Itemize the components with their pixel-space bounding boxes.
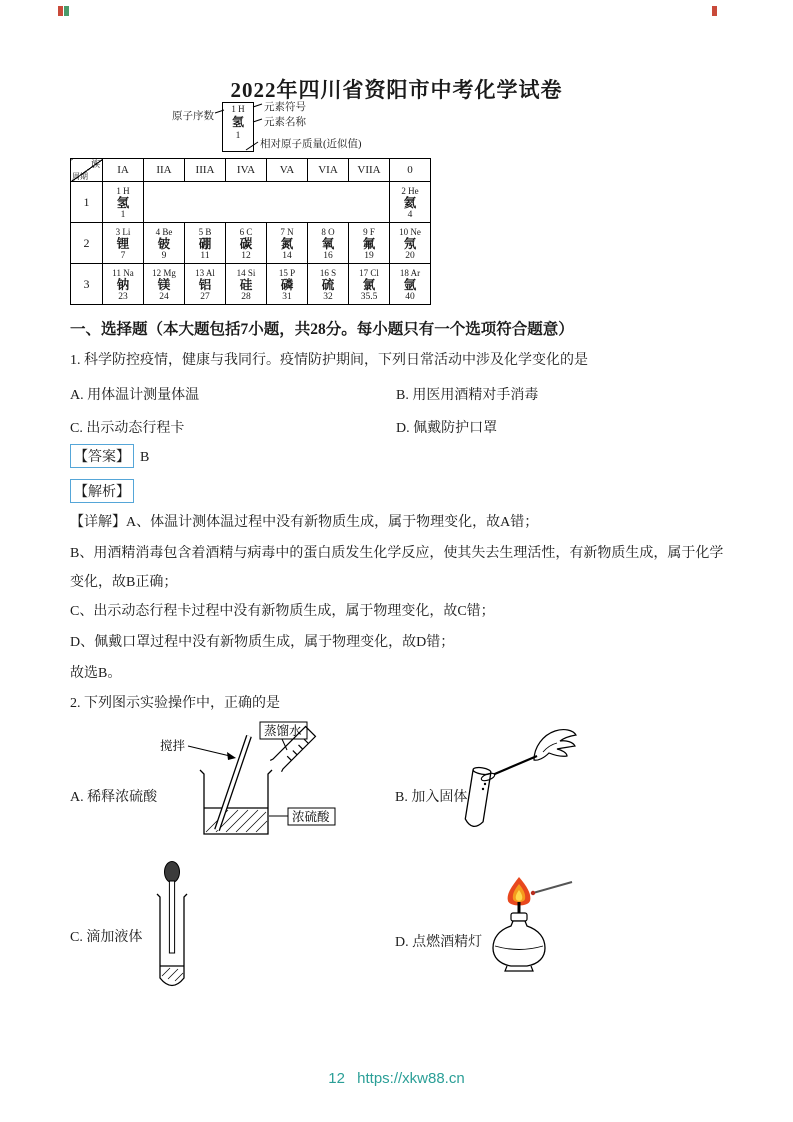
element-mass: 14 xyxy=(282,250,292,261)
legend-cell-mass: 1 xyxy=(235,131,241,141)
footer-url[interactable]: https://xkw88.cn xyxy=(357,1070,465,1087)
analysis-line xyxy=(70,479,134,503)
element-cell xyxy=(390,182,431,223)
periodic-row-3 xyxy=(71,264,431,305)
element-cell xyxy=(349,223,390,264)
legend-element-cell xyxy=(222,102,254,152)
group-header: VIIA xyxy=(349,159,390,182)
element-mass: 12 xyxy=(241,250,251,261)
detail-line-c: C、出示动态行程卡过程中没有新物质生成，属于物理变化，故C错； xyxy=(70,604,495,619)
lamp-body xyxy=(493,921,545,966)
dropper-bulb xyxy=(165,862,180,883)
q1-option-d: D. 佩戴防护口罩 xyxy=(396,421,498,436)
element-cell xyxy=(144,223,185,264)
label-distilled-water: 蒸馏水 xyxy=(264,724,302,738)
element-name: 铍 xyxy=(157,236,171,251)
element-cell xyxy=(267,264,308,305)
group-header: VA xyxy=(267,159,308,182)
element-number-symbol: 5 B xyxy=(198,226,212,237)
element-number-symbol: 18 Ar xyxy=(399,267,421,278)
element-name: 铝 xyxy=(198,277,212,292)
periodic-corner-cell xyxy=(71,159,103,182)
element-name: 碳 xyxy=(239,236,253,251)
detail-line-b: B、用酒精消毒包含着酒精与病毒中的蛋白质发生化学反应，使其失去生理活性，有新物质生成，属于化学变化，故B正确； xyxy=(70,546,724,590)
element-name: 氦 xyxy=(403,195,417,210)
q2-option-a: A. 稀释浓硫酸 xyxy=(70,790,158,805)
element-cell xyxy=(185,223,226,264)
element-number-symbol: 11 Na xyxy=(112,267,134,278)
element-legend xyxy=(172,102,482,156)
element-name: 氢 xyxy=(116,195,130,210)
element-name: 锂 xyxy=(116,236,130,251)
q2-option-d: D. 点燃酒精灯 xyxy=(395,935,483,950)
periodic-row-2 xyxy=(71,223,431,264)
element-name: 氟 xyxy=(362,236,376,251)
empty-cell xyxy=(144,182,390,223)
legend-cell-top: 1 H xyxy=(231,104,245,114)
legend-cell-name: 氢 xyxy=(231,115,244,129)
element-number-symbol: 7 N xyxy=(280,226,294,237)
diagram-light-lamp xyxy=(477,876,577,976)
watermark-icon xyxy=(712,6,717,18)
element-name: 氖 xyxy=(403,236,417,251)
group-header: IVA xyxy=(226,159,267,182)
label-conc-acid: 浓硫酸 xyxy=(292,810,330,824)
group-header: 0 xyxy=(390,159,431,182)
question-1-stem: 1. 科学防控疫情，健康与我同行。疫情防护期间，下列日常活动中涉及化学变化的是 xyxy=(70,353,588,368)
element-mass: 1 xyxy=(120,209,126,220)
page-title: 2022年四川省资阳市中考化学试卷 xyxy=(230,78,563,103)
watermark-icon xyxy=(58,6,69,18)
element-mass: 4 xyxy=(407,209,413,220)
element-name: 硫 xyxy=(321,277,335,292)
answer-line xyxy=(70,444,149,468)
element-cell xyxy=(185,264,226,305)
diagram-dilute-acid xyxy=(156,720,376,848)
element-number-symbol: 8 O xyxy=(321,226,335,237)
answer-tag: 【答案】 xyxy=(70,444,134,468)
element-cell xyxy=(308,264,349,305)
page-number: 12 xyxy=(328,1070,345,1087)
q1-option-b: B. 用医用酒精对手消毒 xyxy=(396,388,539,403)
element-mass: 27 xyxy=(200,291,210,302)
element-mass: 28 xyxy=(241,291,251,302)
element-name: 硼 xyxy=(198,236,212,251)
element-number-symbol: 4 Be xyxy=(155,226,173,237)
detail-conclusion: 故选B。 xyxy=(70,666,122,681)
legend-atomic-number-label: 原子序数 xyxy=(172,111,214,122)
element-cell xyxy=(267,223,308,264)
element-number-symbol: 3 Li xyxy=(115,226,131,237)
q1-option-c: C. 出示动态行程卡 xyxy=(70,421,185,436)
question-2-stem: 2. 下列图示实验操作中，正确的是 xyxy=(70,696,280,711)
dropper-stem xyxy=(169,881,174,953)
element-number-symbol: 12 Mg xyxy=(152,267,176,278)
element-number-symbol: 9 F xyxy=(363,226,375,237)
group-header: VIA xyxy=(308,159,349,182)
detail-line-d: D、佩戴口罩过程中没有新物质生成，属于物理变化，故D错； xyxy=(70,635,455,650)
element-mass: 40 xyxy=(405,291,415,302)
element-mass: 16 xyxy=(323,250,333,261)
period-number: 2 xyxy=(71,223,103,264)
analysis-tag: 【解析】 xyxy=(70,479,134,503)
legend-symbol-label: 元素符号 xyxy=(264,102,306,113)
element-name: 镁 xyxy=(157,277,171,292)
period-number: 1 xyxy=(71,182,103,223)
detail-line-a: 【详解】A、体温计测体温过程中没有新物质生成，属于物理变化，故A错； xyxy=(70,515,539,530)
element-name: 氩 xyxy=(403,277,417,292)
element-name: 硅 xyxy=(239,277,253,292)
diagram-add-solid xyxy=(430,723,580,841)
element-number-symbol: 1 H xyxy=(116,185,130,196)
lamp-base xyxy=(505,966,533,971)
page-footer xyxy=(0,1070,793,1087)
corner-period-label: 周期 xyxy=(72,172,88,181)
element-name: 氧 xyxy=(321,236,335,251)
element-cell xyxy=(226,223,267,264)
q2-option-c: C. 滴加液体 xyxy=(70,930,143,945)
element-name: 氯 xyxy=(362,277,376,292)
element-mass: 11 xyxy=(200,250,210,261)
element-mass: 35.5 xyxy=(360,291,378,302)
element-number-symbol: 6 C xyxy=(239,226,253,237)
spatula xyxy=(490,756,537,776)
periodic-table xyxy=(70,158,431,305)
diagram-add-liquid xyxy=(146,860,198,998)
element-number-symbol: 17 Cl xyxy=(359,267,379,278)
element-name: 氮 xyxy=(280,236,294,251)
element-cell xyxy=(390,223,431,264)
element-cell xyxy=(103,182,144,223)
element-name: 钠 xyxy=(116,277,130,292)
element-number-symbol: 2 He xyxy=(401,185,419,196)
element-cell xyxy=(226,264,267,305)
hand xyxy=(534,730,576,761)
group-header: IA xyxy=(103,159,144,182)
element-cell xyxy=(349,264,390,305)
match-stick xyxy=(533,882,572,893)
corner-group-label: 族 xyxy=(90,159,100,169)
element-number-symbol: 15 P xyxy=(278,267,296,278)
element-cell xyxy=(144,264,185,305)
periodic-header-row xyxy=(71,159,431,182)
group-header: IIA xyxy=(144,159,185,182)
lamp-collar xyxy=(511,913,527,921)
q1-option-a: A. 用体温计测量体温 xyxy=(70,388,200,403)
q2-option-b: B. 加入固体 xyxy=(395,790,468,805)
element-mass: 31 xyxy=(282,291,292,302)
element-mass: 7 xyxy=(120,250,126,261)
element-mass: 23 xyxy=(118,291,128,302)
element-mass: 9 xyxy=(161,250,167,261)
group-header: IIIA xyxy=(185,159,226,182)
period-number: 3 xyxy=(71,264,103,305)
element-number-symbol: 16 S xyxy=(319,267,337,278)
label-stir: 搅拌 xyxy=(160,739,186,753)
element-mass: 32 xyxy=(323,291,333,302)
element-number-symbol: 10 Ne xyxy=(399,226,421,237)
answer-value: B xyxy=(140,450,150,465)
element-mass: 19 xyxy=(364,250,374,261)
element-cell xyxy=(103,264,144,305)
element-mass: 20 xyxy=(405,250,415,261)
element-name: 磷 xyxy=(280,277,294,292)
element-mass: 24 xyxy=(159,291,169,302)
element-cell xyxy=(308,223,349,264)
element-cell xyxy=(390,264,431,305)
legend-name-label: 元素名称 xyxy=(264,117,306,128)
legend-mass-label: 相对原子质量(近似值) xyxy=(260,139,362,150)
element-number-symbol: 13 Al xyxy=(195,267,215,278)
periodic-row-1 xyxy=(71,182,431,223)
element-cell xyxy=(103,223,144,264)
section-heading: 一、选择题（本大题包括7小题，共28分。每小题只有一个选项符合题意） xyxy=(70,321,574,338)
element-number-symbol: 14 Si xyxy=(236,267,256,278)
